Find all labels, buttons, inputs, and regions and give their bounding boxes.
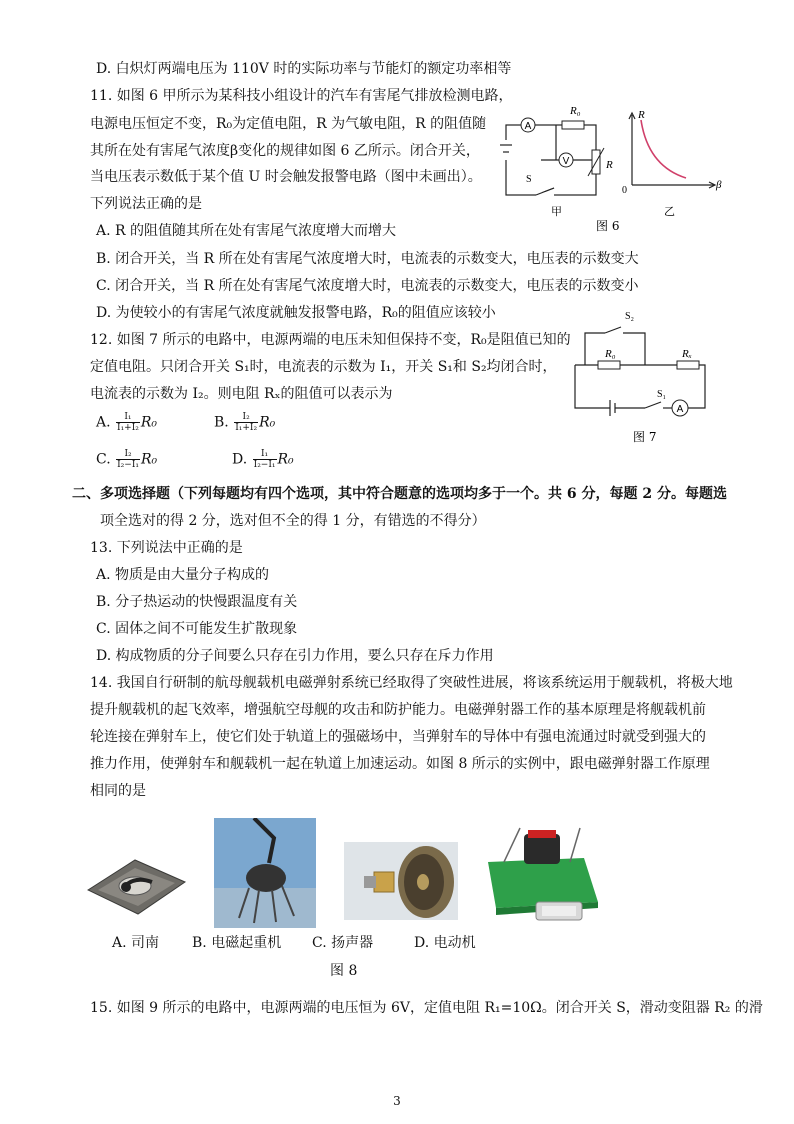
figure-8-option-d: D. 电动机 [414, 935, 476, 951]
switch-label: S [526, 174, 532, 185]
voltmeter-label: V [562, 156, 570, 167]
q14-stem-line1: 14. 我国自行研制的航母舰载机电磁弹射系统已经取得了突破性进展，将该系统运用于舰载机，将极大地 [90, 675, 733, 691]
graph-axis-beta: β [716, 179, 722, 191]
q14-stem-line5: 相同的是 [90, 783, 146, 799]
label-jia: 甲 [551, 205, 562, 218]
q12-stem-line2: 定值电阻。只闭合开关 S₁时，电流表的示数为 I₁，开关 S₁和 S₂均闭合时， [90, 359, 557, 375]
q13-option-c: C. 固体之间不可能发生扩散现象 [96, 621, 298, 637]
page-number: 3 [393, 1094, 401, 1108]
q11-stem-line3: 其所在处有害尾气浓度β变化的规律如图 6 乙所示。闭合开关， [90, 143, 480, 159]
figure-6-caption: 图 6 [596, 219, 620, 233]
q11-option-c: C. 闭合开关，当 R 所在处有害尾气浓度增大时，电流表的示数变大，电压表的示数变小 [96, 278, 639, 294]
q12-option-c: C. $\frac{\text{I₂}}{\text{I₂−I₁}}$ R₀ [96, 449, 158, 470]
section-heading-multiple-choice: 二、多项选择题（下列每题均有四个选项，其中符合题意的选项均多于一个。共 6 分，每题 2 分。每题选 [72, 486, 727, 502]
q13-option-a: A. 物质是由大量分子构成的 [96, 567, 270, 583]
graph-origin: 0 [622, 185, 627, 196]
q14-stem-line2: 提升舰载机的起飞效率，增强航空母舰的攻击和防护能力。电磁弹射器工作的基本原理是将舰载机前 [90, 702, 706, 718]
q11-stem-line4: 当电压表示数低于某个值 U 时会触发报警电路（图中未画出）。 [90, 169, 482, 185]
electric-motor-image [484, 822, 602, 928]
q12-stem-line3: 电流表的示数为 I₂。则电阻 Rₓ的阻值可以表示为 [90, 386, 393, 402]
r0-label: R₀ [605, 348, 616, 360]
q11-stem-line2: 电源电压恒定不变，R₀为定值电阻，R 为气敏电阻，R 的阻值随 [90, 116, 487, 132]
s2-label: S₂ [625, 311, 635, 322]
q15-stem-line1: 15. 如图 9 所示的电路中，电源两端的电压恒为 6V，定值电阻 R₁=10Ω。闭合开关 S，滑动变阻器 R₂ 的滑 [90, 1000, 763, 1016]
loudspeaker-image [344, 842, 458, 920]
section-instructions: 项全选对的得 2 分，选对但不全的得 1 分，有错选的不得分） [100, 513, 486, 529]
resistor-r0 [598, 361, 620, 369]
rx-label: Rₓ [682, 348, 692, 360]
q14-stem-line3: 轮连接在弹射车上，使它们处于轨道上的强磁场中，当弹射车的导体中有强电流通过时就受到强大的 [90, 729, 706, 745]
q12-option-b: B. $\frac{\text{I₂}}{\text{I₁+I₂}}$ R₀ [214, 412, 276, 433]
figure-8-option-a: A. 司南 [112, 935, 160, 951]
q12-option-a: A. $\frac{\text{I₁}}{\text{I₁+I₂}}$ R₀ [96, 412, 158, 433]
q13-stem: 13. 下列说法中正确的是 [90, 540, 243, 556]
q12-stem-line1: 12. 如图 7 所示的电路中，电源两端的电压未知但保持不变，R₀是阻值已知的 [90, 332, 571, 348]
resistance-curve [641, 120, 686, 178]
r0-label: R₀ [570, 105, 581, 117]
figure-7 [565, 305, 720, 450]
q11-option-b: B. 闭合开关，当 R 所在处有害尾气浓度增大时，电流表的示数变大，电压表的示数变大 [96, 251, 639, 267]
ammeter-label: A [524, 121, 532, 132]
q11-stem-line5: 下列说法正确的是 [90, 196, 202, 212]
graph-axis-r: R [638, 109, 645, 121]
q11-stem-line1: 11. 如图 6 甲所示为某科技小组设计的汽车有害尾气排放检测电路， [90, 88, 513, 104]
q13-option-b: B. 分子热运动的快慢跟温度有关 [96, 594, 298, 610]
resistor-rx [677, 361, 699, 369]
figure-8-option-c: C. 扬声器 [312, 935, 374, 951]
label-yi: 乙 [664, 205, 675, 218]
figure-8-caption: 图 8 [330, 963, 358, 979]
r-label: R [606, 159, 613, 171]
figure-6 [496, 100, 726, 235]
sinan-compass-image [80, 842, 190, 917]
q12-option-d: D. $\frac{\text{I₁}}{\text{I₂−I₁}}$ R₀ [232, 449, 294, 470]
figure-8-option-b: B. 电磁起重机 [192, 935, 282, 951]
s1-label: S₁ [657, 389, 667, 400]
q11-option-a: A. R 的阻值随其所在处有害尾气浓度增大而增大 [96, 223, 397, 239]
q13-option-d: D. 构成物质的分子间要么只存在引力作用，要么只存在斥力作用 [96, 648, 494, 664]
resistor-r0 [562, 121, 584, 129]
figure-7-caption: 图 7 [633, 430, 657, 444]
ammeter-label: A [676, 404, 684, 415]
q14-stem-line4: 推力作用，使弹射车和舰载机一起在轨道上加速运动。如图 8 所示的实例中，跟电磁弹射器工作原理 [90, 756, 710, 772]
q10-option-d: D. 白炽灯两端电压为 110V 时的实际功率与节能灯的额定功率相等 [96, 61, 512, 77]
electromagnetic-crane-image [214, 818, 316, 928]
figure-6-circuit [500, 125, 596, 195]
q11-option-d: D. 为使较小的有害尾气浓度就触发报警电路，R₀的阻值应该较小 [96, 305, 496, 321]
